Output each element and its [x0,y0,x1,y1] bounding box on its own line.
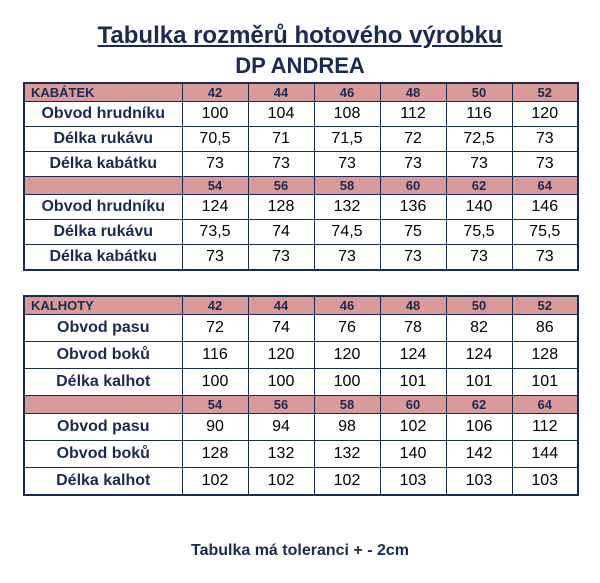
size-cell: 54 [182,396,248,414]
value-cell: 82 [446,315,512,342]
value-cell: 102 [314,468,380,496]
size-cell: 60 [380,177,446,195]
value-cell: 112 [512,414,578,441]
value-cell: 73 [248,245,314,271]
size-cell: 44 [248,83,314,102]
value-cell: 73 [446,152,512,177]
value-cell: 102 [248,468,314,496]
value-cell: 78 [380,315,446,342]
value-cell: 120 [248,342,314,369]
value-cell: 75,5 [512,220,578,245]
value-cell: 73 [512,127,578,152]
value-cell: 71 [248,127,314,152]
tolerance-note: Tabulka má toleranci + - 2cm [190,542,409,559]
value-cell: 74 [248,220,314,245]
page-title: Tabulka rozměrů hotového výrobku [97,22,503,49]
value-cell: 124 [182,195,248,220]
value-cell: 73,5 [182,220,248,245]
value-cell: 146 [512,195,578,220]
value-cell: 73 [182,245,248,271]
value-cell: 71,5 [314,127,380,152]
value-cell: 98 [314,414,380,441]
value-cell: 140 [446,195,512,220]
pants-size-table [23,295,579,496]
table-row [24,414,578,441]
size-cell: 64 [512,396,578,414]
value-cell: 75,5 [446,220,512,245]
row-label: Délka kalhot [24,468,182,496]
value-cell: 76 [314,315,380,342]
value-cell: 120 [314,342,380,369]
section-label-empty [24,396,182,414]
row-label: Obvod hrudníku [24,102,182,127]
table-row [24,342,578,369]
value-cell: 128 [512,342,578,369]
value-cell: 100 [248,369,314,396]
value-cell: 100 [314,369,380,396]
value-cell: 102 [380,414,446,441]
value-cell: 73 [248,152,314,177]
value-cell: 132 [314,441,380,468]
value-cell: 116 [182,342,248,369]
value-cell: 103 [446,468,512,496]
value-cell: 72 [182,315,248,342]
section-label: KABÁTEK [24,83,182,102]
size-cell: 62 [446,177,512,195]
value-cell: 102 [182,468,248,496]
value-cell: 132 [248,441,314,468]
value-cell: 74,5 [314,220,380,245]
value-cell: 103 [380,468,446,496]
size-header-row [24,83,578,102]
value-cell: 132 [314,195,380,220]
size-cell: 46 [314,83,380,102]
value-cell: 106 [446,414,512,441]
value-cell: 73 [512,245,578,271]
size-cell: 42 [182,83,248,102]
value-cell: 100 [182,102,248,127]
section-label-empty [24,177,182,195]
row-label: Délka kabátku [24,152,182,177]
row-label: Délka kalhot [24,369,182,396]
size-cell: 54 [182,177,248,195]
size-cell: 58 [314,177,380,195]
value-cell: 86 [512,315,578,342]
value-cell: 73 [446,245,512,271]
value-cell: 73 [314,245,380,271]
table-row [24,245,578,271]
value-cell: 73 [314,152,380,177]
value-cell: 142 [446,441,512,468]
value-cell: 90 [182,414,248,441]
size-cell: 52 [512,83,578,102]
row-label: Obvod boků [24,342,182,369]
value-cell: 75 [380,220,446,245]
jacket-size-table [23,82,579,271]
value-cell: 103 [512,468,578,496]
size-cell: 58 [314,396,380,414]
row-label: Obvod hrudníku [24,195,182,220]
table-row [24,369,578,396]
value-cell: 116 [446,102,512,127]
value-cell: 70,5 [182,127,248,152]
size-header-row [24,296,578,315]
table-row [24,315,578,342]
size-cell: 56 [248,177,314,195]
value-cell: 94 [248,414,314,441]
table-row [24,441,578,468]
size-cell: 52 [512,296,578,315]
value-cell: 100 [182,369,248,396]
value-cell: 140 [380,441,446,468]
value-cell: 73 [182,152,248,177]
value-cell: 101 [446,369,512,396]
table-row [24,468,578,496]
size-header-row [24,396,578,414]
value-cell: 136 [380,195,446,220]
value-cell: 104 [248,102,314,127]
value-cell: 128 [248,195,314,220]
row-label: Obvod pasu [24,315,182,342]
value-cell: 128 [182,441,248,468]
size-cell: 48 [380,296,446,315]
table-row [24,195,578,220]
value-cell: 74 [248,315,314,342]
value-cell: 124 [446,342,512,369]
row-label: Obvod boků [24,441,182,468]
value-cell: 72 [380,127,446,152]
size-cell: 50 [446,296,512,315]
value-cell: 112 [380,102,446,127]
row-label: Obvod pasu [24,414,182,441]
size-cell: 62 [446,396,512,414]
row-label: Délka rukávu [24,220,182,245]
size-header-row [24,177,578,195]
value-cell: 124 [380,342,446,369]
value-cell: 120 [512,102,578,127]
value-cell: 108 [314,102,380,127]
row-label: Délka rukávu [24,127,182,152]
value-cell: 73 [380,152,446,177]
size-cell: 46 [314,296,380,315]
table-row [24,220,578,245]
size-cell: 42 [182,296,248,315]
value-cell: 144 [512,441,578,468]
size-cell: 48 [380,83,446,102]
size-cell: 64 [512,177,578,195]
size-cell: 44 [248,296,314,315]
table-row [24,152,578,177]
table-row [24,127,578,152]
section-label: KALHOTY [24,296,182,315]
table-row [24,102,578,127]
value-cell: 101 [512,369,578,396]
value-cell: 73 [380,245,446,271]
value-cell: 101 [380,369,446,396]
value-cell: 72,5 [446,127,512,152]
value-cell: 73 [512,152,578,177]
size-cell: 56 [248,396,314,414]
page-subtitle: DP ANDREA [235,53,365,78]
size-cell: 50 [446,83,512,102]
row-label: Délka kabátku [24,245,182,271]
size-cell: 60 [380,396,446,414]
